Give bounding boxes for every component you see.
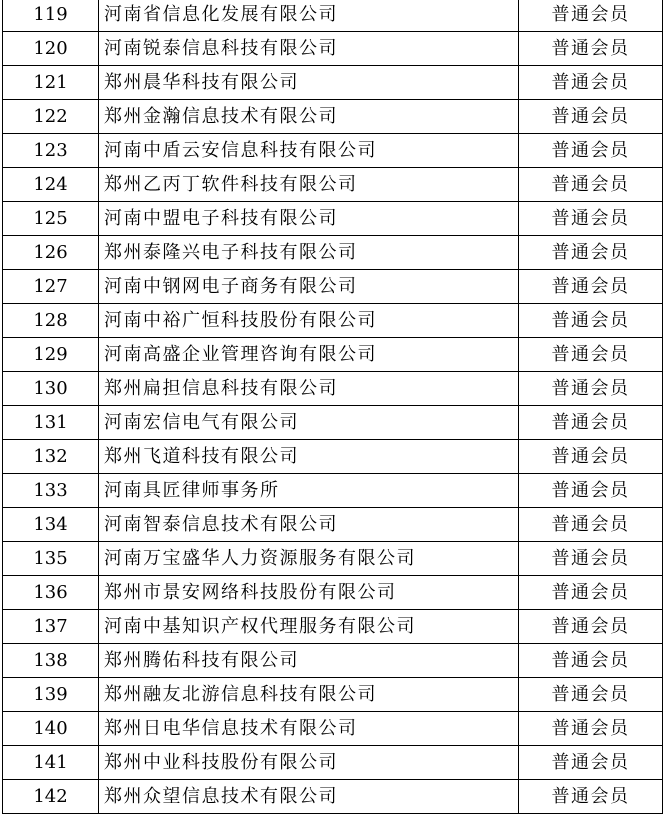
member-number: 122 [3,100,99,134]
member-name: 河南中钢网电子商务有限公司 [99,270,519,304]
member-number: 138 [3,644,99,678]
member-name: 郑州融友北游信息科技有限公司 [99,678,519,712]
member-number: 134 [3,508,99,542]
member-level: 普通会员 [519,32,663,66]
member-level: 普通会员 [519,440,663,474]
member-level: 普通会员 [519,270,663,304]
table-row [3,100,663,134]
member-number: 137 [3,610,99,644]
table-row [3,66,663,100]
table-row [3,168,663,202]
table-row [3,678,663,712]
member-level: 普通会员 [519,304,663,338]
member-level: 普通会员 [519,746,663,780]
member-number: 123 [3,134,99,168]
member-level: 普通会员 [519,576,663,610]
member-name: 郑州腾佑科技有限公司 [99,644,519,678]
member-name: 郑州市景安网络科技股份有限公司 [99,576,519,610]
member-name: 河南智泰信息技术有限公司 [99,508,519,542]
member-number: 121 [3,66,99,100]
member-number: 128 [3,304,99,338]
member-level: 普通会员 [519,202,663,236]
table-row [3,236,663,270]
table-row [3,270,663,304]
member-name: 郑州中业科技股份有限公司 [99,746,519,780]
member-name: 河南宏信电气有限公司 [99,406,519,440]
member-level: 普通会员 [519,372,663,406]
table-row [3,338,663,372]
member-number: 139 [3,678,99,712]
member-level: 普通会员 [519,644,663,678]
table-row [3,780,663,814]
member-number: 119 [3,0,99,32]
member-table [2,0,663,814]
member-number: 124 [3,168,99,202]
member-number: 129 [3,338,99,372]
member-level: 普通会员 [519,474,663,508]
member-name: 郑州乙丙丁软件科技有限公司 [99,168,519,202]
member-number: 131 [3,406,99,440]
member-name: 河南省信息化发展有限公司 [99,0,519,32]
table-row [3,576,663,610]
member-number: 120 [3,32,99,66]
table-row [3,0,663,32]
member-level: 普通会员 [519,236,663,270]
member-name: 河南具匠律师事务所 [99,474,519,508]
member-name: 郑州日电华信息技术有限公司 [99,712,519,746]
member-level: 普通会员 [519,134,663,168]
table-row [3,304,663,338]
member-number: 130 [3,372,99,406]
member-level: 普通会员 [519,406,663,440]
member-number: 140 [3,712,99,746]
member-level: 普通会员 [519,168,663,202]
member-name: 河南锐泰信息科技有限公司 [99,32,519,66]
member-name: 河南中裕广恒科技股份有限公司 [99,304,519,338]
member-name: 郑州晨华科技有限公司 [99,66,519,100]
table-row [3,746,663,780]
member-number: 136 [3,576,99,610]
table-row [3,610,663,644]
member-level: 普通会员 [519,542,663,576]
member-number: 142 [3,780,99,814]
table-row [3,542,663,576]
member-name: 郑州泰隆兴电子科技有限公司 [99,236,519,270]
member-name: 郑州金瀚信息技术有限公司 [99,100,519,134]
member-level: 普通会员 [519,780,663,814]
member-number: 141 [3,746,99,780]
table-row [3,32,663,66]
table-row [3,134,663,168]
member-name: 河南万宝盛华人力资源服务有限公司 [99,542,519,576]
table-row [3,406,663,440]
member-level: 普通会员 [519,508,663,542]
member-level: 普通会员 [519,610,663,644]
member-level: 普通会员 [519,678,663,712]
table-row [3,644,663,678]
member-name: 郑州众望信息技术有限公司 [99,780,519,814]
member-name: 郑州扁担信息科技有限公司 [99,372,519,406]
table-row [3,508,663,542]
member-number: 135 [3,542,99,576]
member-level: 普通会员 [519,66,663,100]
table-row [3,474,663,508]
table-row [3,372,663,406]
member-name: 郑州飞道科技有限公司 [99,440,519,474]
member-name: 河南高盛企业管理咨询有限公司 [99,338,519,372]
table-row [3,712,663,746]
member-number: 127 [3,270,99,304]
member-name: 河南中盟电子科技有限公司 [99,202,519,236]
member-name: 河南中盾云安信息科技有限公司 [99,134,519,168]
member-level: 普通会员 [519,338,663,372]
member-number: 126 [3,236,99,270]
member-number: 133 [3,474,99,508]
table-row [3,440,663,474]
member-name: 河南中基知识产权代理服务有限公司 [99,610,519,644]
table-row [3,202,663,236]
member-number: 125 [3,202,99,236]
member-table-body [3,0,663,814]
member-level: 普通会员 [519,0,663,32]
member-number: 132 [3,440,99,474]
member-level: 普通会员 [519,712,663,746]
member-level: 普通会员 [519,100,663,134]
